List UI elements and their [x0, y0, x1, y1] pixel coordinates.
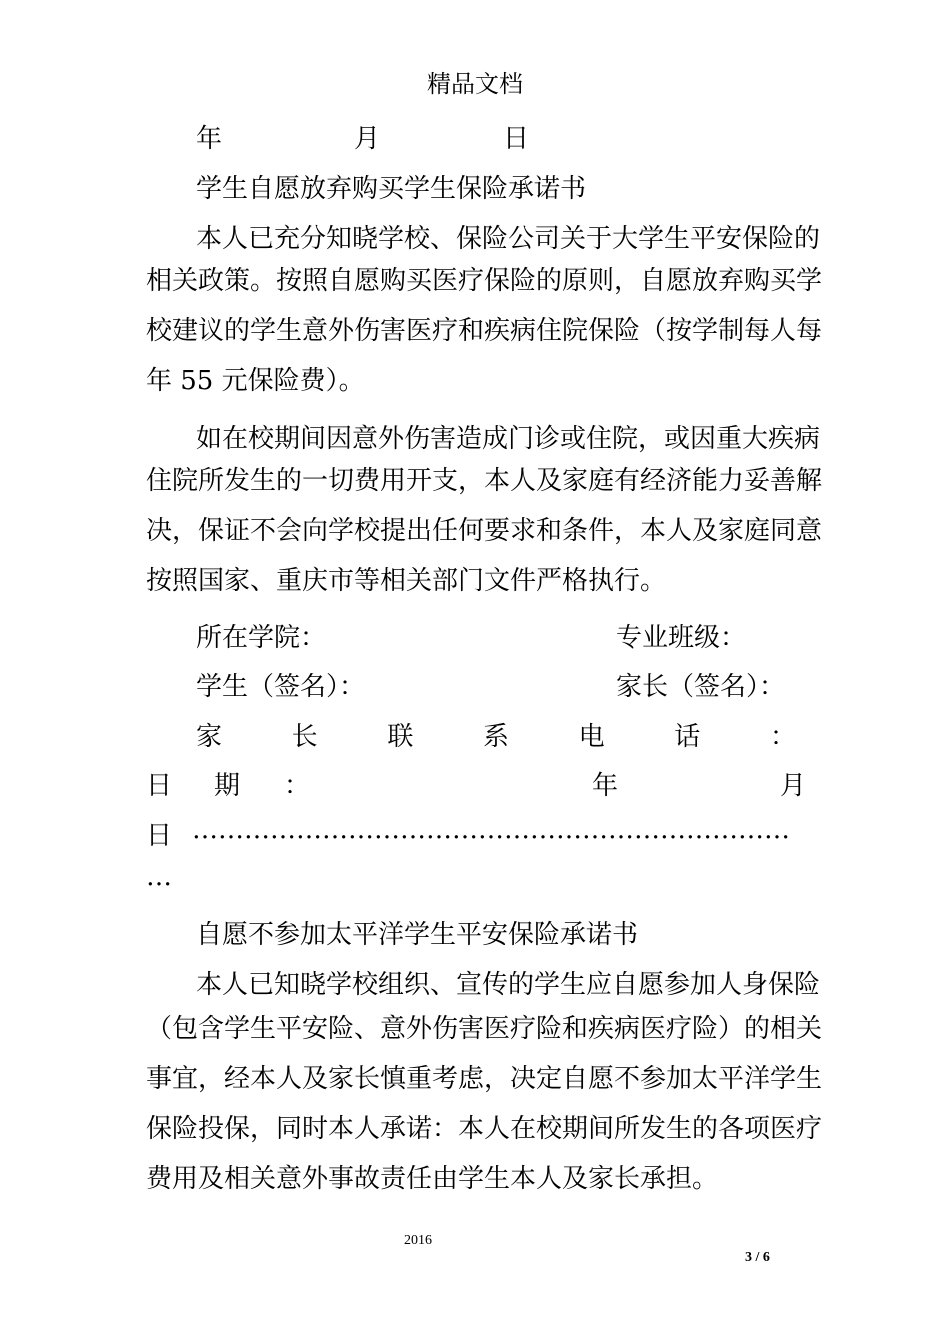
section1-p1-line: 相关政策。按照自愿购买医疗保险的原则，自愿放弃购买学	[146, 266, 823, 296]
date-char-day: 日	[146, 821, 173, 851]
section1-title: 学生自愿放弃购买学生保险承诺书	[196, 174, 587, 204]
parent-sign-label: 家长（签名）：	[616, 672, 786, 702]
section1-p2-line: 如在校期间因意外伤害造成门诊或住院，或因重大疾病	[196, 424, 821, 454]
section2-title: 自愿不参加太平洋学生平安保险承诺书	[196, 920, 639, 950]
section2-p1-line: 本人已知晓学校组织、宣传的学生应自愿参加人身保险	[196, 970, 821, 1000]
page-header-title: 精品文档	[427, 70, 523, 98]
section1-p2-line: 按照国家、重庆市等相关部门文件严格执行。	[146, 566, 667, 596]
footer-year: 2016	[404, 1233, 432, 1248]
date-char-ri: 日	[146, 771, 173, 801]
dotted-line: ……………………………………………………………	[192, 815, 790, 845]
phone-char: 话	[674, 722, 701, 752]
section2-p1-line: 保险投保，同时本人承诺：本人在校期间所发生的各项医疗	[146, 1114, 823, 1144]
date-char-month: 月	[780, 771, 807, 801]
section2-p1-line: （包含学生平安险、意外伤害医疗险和疾病医疗险）的相关	[146, 1014, 823, 1044]
section1-p2-line: 住院所发生的一切费用开支，本人及家庭有经济能力妥善解	[146, 466, 823, 496]
top-date-day: 日	[503, 124, 530, 154]
phone-char: ：	[769, 722, 796, 752]
class-label: 专业班级：	[616, 623, 747, 653]
top-date-year: 年	[196, 124, 223, 154]
parent-phone-label	[196, 716, 796, 753]
section1-p1-line: 本人已充分知晓学校、保险公司关于大学生平安保险的	[196, 224, 821, 254]
date-char-colon: ：	[284, 771, 311, 801]
top-date-month: 月	[354, 124, 381, 154]
phone-char: 联	[387, 722, 414, 752]
section1-p1-line: 校建议的学生意外伤害医疗和疾病住院保险（按学制每人每	[146, 316, 823, 346]
section1-p1-line: 年 55 元保险费）。	[146, 366, 365, 396]
dotted-line-tail: …	[146, 862, 172, 892]
phone-char: 长	[291, 722, 318, 752]
student-sign-label: 学生（签名）：	[196, 672, 366, 702]
section2-p1-line: 费用及相关意外事故责任由学生本人及家长承担。	[146, 1164, 719, 1194]
page-number: 3 / 6	[745, 1250, 770, 1265]
college-label: 所在学院：	[196, 623, 327, 653]
date-char-year: 年	[592, 771, 619, 801]
section1-p2-line: 决，保证不会向学校提出任何要求和条件，本人及家庭同意	[146, 516, 823, 546]
phone-char: 系	[482, 722, 509, 752]
section2-p1-line: 事宜，经本人及家长慎重考虑，决定自愿不参加太平洋学生	[146, 1064, 823, 1094]
phone-char: 家	[196, 722, 223, 752]
date-char-qi: 期	[214, 771, 241, 801]
phone-char: 电	[578, 722, 605, 752]
